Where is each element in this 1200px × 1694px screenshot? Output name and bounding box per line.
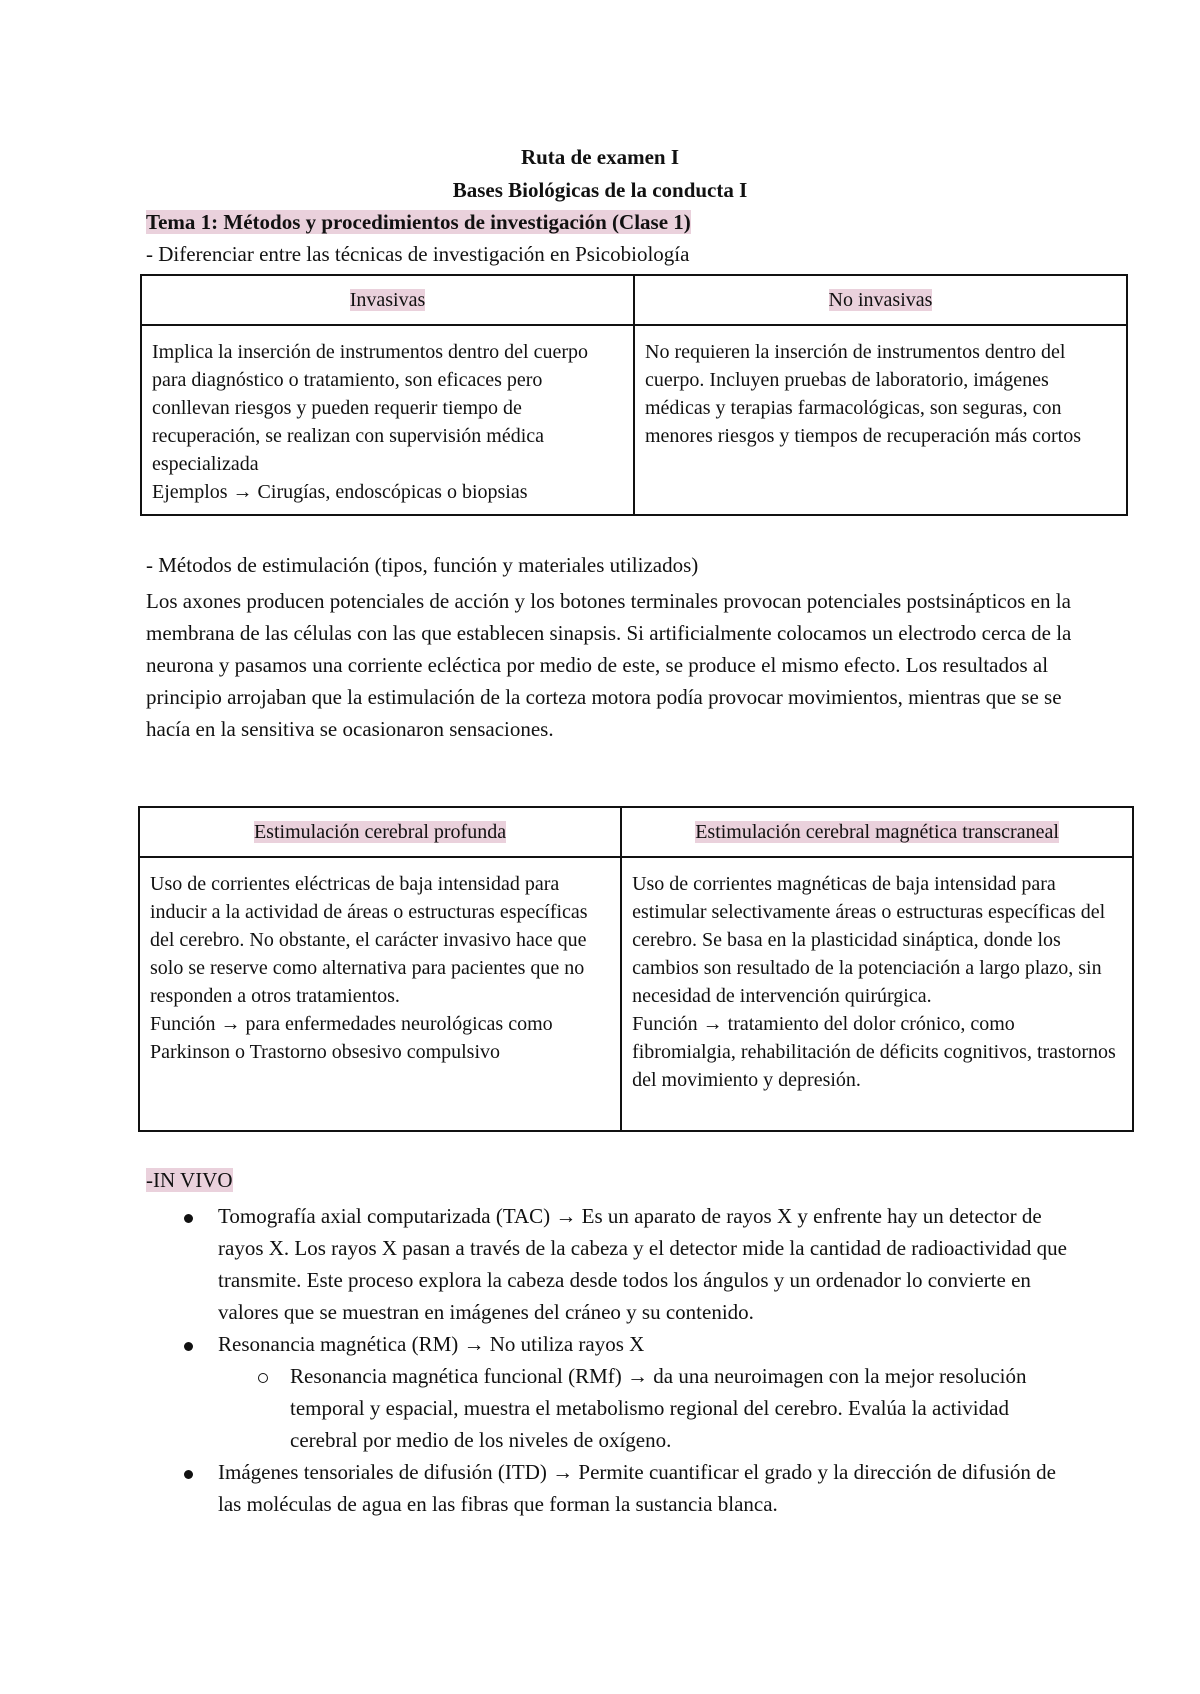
intro-line: - Diferenciar entre las técnicas de investigación en Psicobiología <box>146 242 690 266</box>
list-item <box>146 1328 1076 1456</box>
cell-example: Ejemplos → Cirugías, endoscópicas o biopsias <box>152 481 528 503</box>
hollow-bullet-icon <box>258 1373 268 1383</box>
list-item <box>146 1456 1076 1520</box>
table1-header-noninvasive <box>634 275 1127 325</box>
topic-text: Tema 1: Métodos y procedimientos de investigación (Clase 1) <box>146 210 691 234</box>
paragraph-text: Los axones producen potenciales de acción y los botones terminales provocan potenciales postsinápticos en la membrana de las células con las que establecen sinapsis. Si artificialmente colocamos un electrodo cerca de la neurona y pasamos una corriente ecléctica por medio de este, se produce el mismo efecto. Los resultados al principio arrojaban que la estimulación de la corteza motora podía provocar movimientos, mientras que se se hacía en la sensitiva se ocasionaron sensaciones. <box>146 589 1072 741</box>
table1-cell-invasive <box>141 325 634 515</box>
cell-text: No requieren la inserción de instrumentos dentro del cuerpo. Incluyen pruebas de laboratorio, imágenes médicas y terapias farmacológicas, son seguras, con menores riesgos y tiempos de recuperación más cortos <box>645 341 1081 447</box>
header-label: No invasivas <box>828 288 933 311</box>
list-item-text: Imágenes tensoriales de difusión (ITD) → Permite cuantificar el grado y la dirección de difusión de las moléculas de agua en las fibras que forman la sustancia blanca. <box>218 1460 1056 1516</box>
stimulation-heading: - Métodos de estimulación (tipos, función y materiales utilizados) <box>146 553 699 577</box>
table2-cell-deep <box>139 857 621 1131</box>
bullet-icon <box>184 1470 193 1479</box>
header-label: Invasivas <box>349 288 426 311</box>
subtitle-text: Bases Biológicas de la conducta I <box>452 178 748 202</box>
table2-header-transcranial <box>621 807 1133 857</box>
table2-header-deep <box>139 807 621 857</box>
invivo-heading-text: -IN VIVO <box>146 1168 233 1192</box>
invivo-heading <box>146 1168 233 1193</box>
title-text: Ruta de examen I <box>520 145 680 169</box>
topic-heading <box>146 210 691 235</box>
table1-cell-noninvasive <box>634 325 1127 515</box>
sub-list-item-text: Resonancia magnética funcional (RMf) → da una neuroimagen con la mejor resolución temporal y espacial, muestra el metabolismo regional del cerebro. Evalúa la actividad cerebral por medio de los niveles de oxígeno. <box>290 1364 1027 1452</box>
invivo-list <box>146 1200 1076 1520</box>
document-subtitle <box>0 178 1200 203</box>
cell-text: Uso de corrientes eléctricas de baja intensidad para inducir a la actividad de áreas o estructuras específicas del cerebro. No obstante, el carácter invasivo hace que solo se reserve como alternativa para pacientes que no responden a otros tratamientos. <box>150 873 588 1007</box>
cell-text: Implica la inserción de instrumentos dentro del cuerpo para diagnóstico o tratamiento, son eficaces pero conllevan riesgos y pueden requerir tiempo de recuperación, se realizan con supervisión médica especializada <box>152 341 588 475</box>
header-label: Estimulación cerebral profunda <box>253 820 507 843</box>
stimulation-table <box>138 806 1134 1132</box>
bullet-icon <box>184 1342 193 1351</box>
list-item-text: Resonancia magnética (RM) → No utiliza rayos X <box>218 1332 645 1356</box>
cell-text: Uso de corrientes magnéticas de baja intensidad para estimular selectivamente áreas o estructuras específicas del cerebro. Se basa en la plasticidad sináptica, donde los cambios son resultado de la potenciación a largo plazo, sin necesidad de intervención quirúrgica. <box>632 873 1106 1007</box>
invivo-sublist <box>218 1360 1076 1456</box>
list-item <box>146 1200 1076 1328</box>
table1-header-invasive <box>141 275 634 325</box>
cell-function: Función → tratamiento del dolor crónico, como fibromialgia, rehabilitación de déficits cognitivos, trastornos del movimiento y depresión. <box>632 1013 1116 1091</box>
list-item-text: Tomografía axial computarizada (TAC) → Es un aparato de rayos X y enfrente hay un detector de rayos X. Los rayos X pasan a través de la cabeza y el detector mide la cantidad de radioactividad que transmite. Este proceso explora la cabeza desde todos los ángulos y un ordenador lo convierte en valores que se muestran en imágenes del cráneo y su contenido. <box>218 1204 1067 1324</box>
sub-list-item <box>218 1360 1076 1456</box>
table2-cell-transcranial <box>621 857 1133 1131</box>
document-title <box>0 145 1200 170</box>
header-label: Estimulación cerebral magnética transcraneal <box>695 820 1059 843</box>
bullet-icon <box>184 1214 193 1223</box>
invasive-table <box>140 274 1128 516</box>
cell-function: Función → para enfermedades neurológicas como Parkinson o Trastorno obsesivo compulsivo <box>150 1013 553 1063</box>
stimulation-paragraph <box>146 585 1076 745</box>
